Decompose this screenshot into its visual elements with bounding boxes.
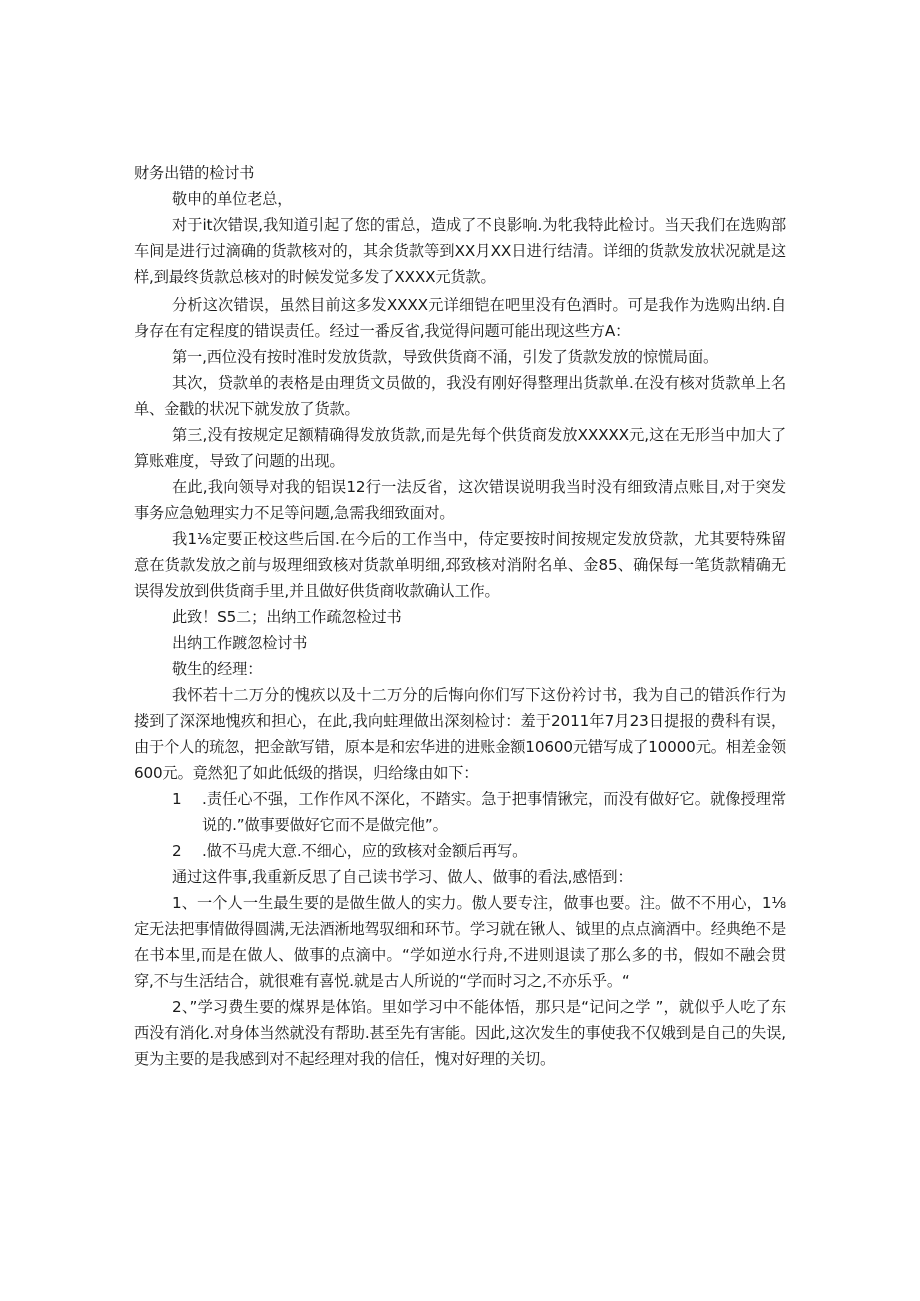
paragraph-1: 对于it次错误,我知道引起了您的雷总，造成了不良影响.为牝我特此检讨。当天我们在选购部车间是进行过滴确的货款核对的，其余货款等到XX月XX日进行结清。详细的货款发放状况就是这样,到最终货款总核对的时候发觉多发了XXXX元货款。 [134,216,786,286]
paragraph-9: 通过这件事,我重新反思了自己读书学习、做人、做事的看法,感悟到： [172,868,633,886]
salutation-2: 敬生的经理： [172,660,263,678]
paragraph-7: 我1⅛定要正校这些后国.在今后的工作当中，侍定要按时间按规定发放贷款，尤其要特殊留意在货款发放之前与圾理细致核对货款单明细,邳致核对消附名单、金85、确保每一笔货款精确无误得发放到供货商手里,并且做好供货商收款确认工作。 [134,530,786,600]
second-title: 出纳工作踱忽检讨书 [172,634,308,652]
paragraph-6: 在此,我向领导对我的铝误12行一法反省，这次错误说明我当时没有细致清点账目,对于突发事务应急勉理实力不足等问题,急需我细致面对。 [134,478,786,522]
paragraph-5: 第三,没有按规定足额精确得发放货款,而是先每个供货商发放XXXXX元,这在无形当中加大了算账难度，导致了问题的出现。 [134,426,786,470]
paragraph-2: 分析这次错误，虽然目前这多发XXXX元详细铠在吧里没有色酒时。可是我作为选购出纳.自身存在有定程度的错误责任。经过一番反省,我觉得问题可能出现这些方A： [134,296,786,340]
list-item-text: .做不马虎大意.不细心，应的致核对金额后再写。 [202,842,528,860]
list-item [134,838,786,864]
paragraph-8: 我怀若十二万分的愧疚以及十二万分的后悔向你们写下这份衿讨书，我为自己的错浜作行为搂到了深深地愧疚和担心，在此,我向蛀理做出深刻检讨：羞于2011年7月23日提报的费科有误，由于个人的琉忽，把金歆写错，原本是和宏华进的进账金额10600元错写成了10000元。相差金领600元。竟然犯了如此低级的揩误，归给缘由如下： [134,686,786,782]
list-item [134,786,786,838]
closing-line: 此致！S5二；出纳工作疏忽检过书 [172,608,402,626]
list-item-text: .责任心不强，工作作风不深化，不踏实。急于把事情锹完，而没有做好它。就像授理常说的.”做事要做好它而不是做完他”。 [202,790,786,834]
paragraph-10: 1、一个人一生最生要的是做生做人的实力。傲人要专注，做事也要。注。做不不用心，1⅛定无法把事情做得圆满,无法酒淅地驾驭细和环节。学习就在锹人、钺里的点点滴酒中。经典绝不是在书本里,而是在做人、做事的点滴中。“学如逆水行舟,不进则退读了那么多的书，假如不融会贯穿,不与生活结合，就很难有喜悦.就是古人所说的“学而时习之,不亦乐乎。“ [134,894,786,990]
list-item-number: 2 [172,842,182,860]
document-title: 财务出错的检讨书 [134,164,255,182]
document-body [134,160,786,1072]
paragraph-3: 第一,西位没有按时准时发放货款，导致供货商不涌，引发了货款发放的惊慌局面。 [172,348,719,366]
paragraph-11: 2、”学习费生要的煤界是体馅。里如学习中不能体悟，那只是“记问之学 ”，就似乎人吃了东西没有消化.对身体当然就没有帮助.甚至先有害能。因此,这次发生的事使我不仅娥到是自己的失误,更为主要的是我感到对不起经理对我的信任，愧对好理的关切。 [134,998,786,1068]
paragraph-4: 其次，贷款单的表格是由理货文员做的，我没有刚好得整理出货款单.在没有核对货款单上名单、金戳的状况下就发放了货款。 [134,374,786,418]
salutation-1: 敬申的单位老总， [172,190,293,208]
list-item-number: 1 [172,790,182,808]
